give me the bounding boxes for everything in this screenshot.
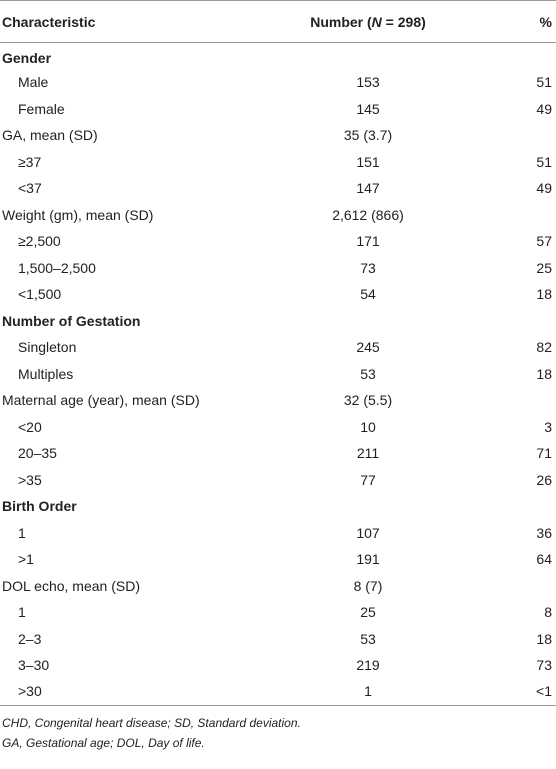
row-label: 1,500–2,500 xyxy=(18,259,96,276)
row-percent: 64 xyxy=(536,551,552,568)
row-percent: 18 xyxy=(536,286,552,303)
row-label: 20–35 xyxy=(18,445,57,462)
row-percent xyxy=(466,493,556,520)
row-percent: 8 xyxy=(544,604,552,621)
table-row xyxy=(0,679,556,706)
row-percent: 51 xyxy=(536,153,552,170)
table-row xyxy=(0,626,556,653)
row-label: GA, mean (SD) xyxy=(2,127,98,144)
table-row xyxy=(0,652,556,679)
table-row xyxy=(0,546,556,573)
row-label: Weight (gm), mean (SD) xyxy=(2,206,154,223)
table-section-row xyxy=(0,308,556,335)
table-row xyxy=(0,255,556,282)
row-number: 77 xyxy=(360,471,376,488)
row-percent: 3 xyxy=(544,418,552,435)
row-label: DOL echo, mean (SD) xyxy=(2,577,140,594)
row-number: 54 xyxy=(360,286,376,303)
table-header xyxy=(0,1,556,43)
row-number: 153 xyxy=(356,74,380,91)
table-section-row xyxy=(0,43,556,70)
table-row xyxy=(0,228,556,255)
header-number xyxy=(270,1,466,43)
table-row xyxy=(0,202,556,229)
row-percent xyxy=(466,43,556,70)
footnote-abbreviations-1: CHD, Congenital heart disease; SD, Standard deviation. xyxy=(2,715,301,730)
row-number: 53 xyxy=(360,630,376,647)
row-percent: 18 xyxy=(536,630,552,647)
row-label: Gender xyxy=(2,50,52,66)
table-row xyxy=(0,334,556,361)
row-number: 10 xyxy=(360,418,376,435)
row-percent: <1 xyxy=(466,679,556,706)
row-label: ≥37 xyxy=(18,153,42,170)
row-number: 8 (7) xyxy=(353,577,383,594)
row-number: 245 xyxy=(356,339,380,356)
footnote-abbreviations-2: GA, Gestational age; DOL, Day of life. xyxy=(2,735,205,750)
row-label: Singleton xyxy=(18,339,77,356)
row-number: 151 xyxy=(356,153,380,170)
row-label: Multiples xyxy=(18,365,74,382)
row-label: 1 xyxy=(18,524,26,541)
row-label: Birth Order xyxy=(2,498,77,515)
row-number xyxy=(270,43,466,70)
table-row xyxy=(0,149,556,176)
row-number: 35 (3.7) xyxy=(343,127,393,144)
table-row xyxy=(0,175,556,202)
row-percent: 49 xyxy=(536,180,552,197)
row-percent: 18 xyxy=(536,365,552,382)
row-percent: 36 xyxy=(536,524,552,541)
row-label: <37 xyxy=(18,180,42,197)
row-number: 1 xyxy=(270,679,466,706)
row-percent: 51 xyxy=(536,74,552,91)
row-number: 53 xyxy=(360,365,376,382)
row-number: 147 xyxy=(356,180,380,197)
row-label: ≥2,500 xyxy=(18,233,61,250)
row-label: 2–3 xyxy=(18,630,42,647)
table-row xyxy=(0,520,556,547)
row-percent: 71 xyxy=(536,445,552,462)
row-label: Maternal age (year), mean (SD) xyxy=(2,392,200,409)
row-number: 32 (5.5) xyxy=(343,392,393,409)
row-percent: 49 xyxy=(536,100,552,117)
row-percent xyxy=(466,308,556,335)
row-label: Female xyxy=(18,100,65,117)
table-row xyxy=(0,467,556,494)
row-number: 219 xyxy=(356,657,380,674)
header-number-prefix: Number ( xyxy=(310,13,372,30)
row-percent xyxy=(466,122,556,149)
row-number: 73 xyxy=(360,259,376,276)
row-number xyxy=(270,308,466,335)
row-label: >30 xyxy=(0,679,270,706)
table-section-row xyxy=(0,493,556,520)
row-number xyxy=(270,493,466,520)
row-label: >35 xyxy=(18,471,42,488)
table-row xyxy=(0,414,556,441)
table-row xyxy=(0,573,556,600)
table-row xyxy=(0,599,556,626)
table-row xyxy=(0,387,556,414)
table-row xyxy=(0,96,556,123)
header-row xyxy=(0,1,556,43)
table-row xyxy=(0,440,556,467)
table-row xyxy=(0,361,556,388)
table-footnotes xyxy=(0,713,556,753)
row-percent xyxy=(466,202,556,229)
row-label: 1 xyxy=(18,604,26,621)
row-percent xyxy=(466,387,556,414)
row-label: >1 xyxy=(18,551,34,568)
row-percent xyxy=(466,573,556,600)
header-number-n: N xyxy=(371,13,382,30)
header-percent: % xyxy=(466,1,556,43)
table-row xyxy=(0,122,556,149)
row-number: 145 xyxy=(356,100,380,117)
table-row xyxy=(0,281,556,308)
row-label: Male xyxy=(18,74,49,91)
row-number: 107 xyxy=(356,524,380,541)
row-number: 2,612 (866) xyxy=(332,206,404,223)
row-percent: 26 xyxy=(536,471,552,488)
row-label: 3–30 xyxy=(18,657,50,674)
row-percent: 57 xyxy=(536,233,552,250)
header-characteristic: Characteristic xyxy=(0,1,270,43)
row-label: <1,500 xyxy=(18,286,62,303)
row-number: 211 xyxy=(356,445,380,462)
table-body xyxy=(0,43,556,706)
row-percent: 82 xyxy=(536,339,552,356)
table-row xyxy=(0,69,556,96)
row-percent: 73 xyxy=(536,657,552,674)
row-percent: 25 xyxy=(536,259,552,276)
row-label: Number of Gestation xyxy=(2,312,141,329)
row-number: 25 xyxy=(360,604,376,621)
row-number: 171 xyxy=(356,233,380,250)
header-number-suffix: = 298) xyxy=(381,13,426,30)
row-number: 191 xyxy=(356,551,380,568)
row-label: <20 xyxy=(18,418,42,435)
